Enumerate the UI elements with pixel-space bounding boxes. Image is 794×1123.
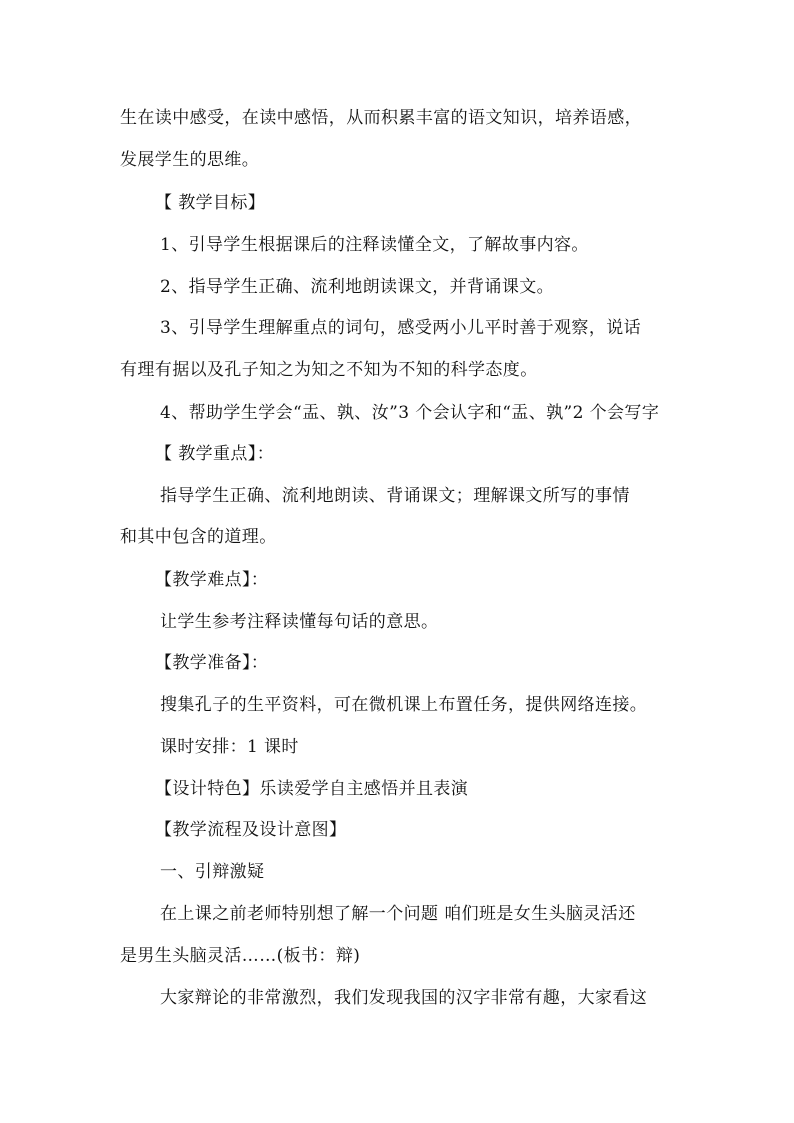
- paragraph-line: 和其中包含的道理。: [120, 527, 277, 547]
- section-heading-difficulties: 【教学难点】：: [155, 570, 269, 590]
- paragraph-line: 大家辩论的非常激烈，我们发现我国的汉字非常有趣，大家看这: [160, 988, 648, 1008]
- paragraph-line: 搜集孔子的生平资料，可在微机课上布置任务，提供网络连接。: [160, 695, 648, 715]
- paragraph-line: 生在读中感受，在读中感悟，从而积累丰富的语文知识，培养语感，: [120, 108, 642, 128]
- section-heading-objectives: 【 教学目标】: [155, 193, 266, 213]
- class-hours: 课时安排：1 课时: [160, 737, 299, 757]
- section-heading-teaching-process: 【教学流程及设计意图】: [155, 820, 347, 840]
- paragraph-line: 让学生参考注释读懂每句话的意思。: [160, 612, 439, 632]
- objective-item-2: 2、指导学生正确、流利地朗读课文，并背诵课文。: [160, 277, 555, 297]
- paragraph-line: 指导学生正确、流利地朗读、背诵课文；理解课文所写的事情: [160, 486, 630, 506]
- subsection-heading: 一、引辩激疑: [160, 862, 265, 882]
- paragraph-line: 在上课之前老师特别想了解一个问题 咱们班是女生头脑灵活还: [160, 904, 636, 924]
- paragraph-line: 发展学生的思维。: [120, 150, 260, 170]
- section-heading-preparation: 【教学准备】：: [155, 653, 269, 673]
- paragraph-line: 有理有据以及孔子知之为知之不知为不知的科学态度。: [120, 360, 538, 380]
- section-heading-key-points: 【 教学重点】：: [155, 444, 275, 464]
- objective-item-3: 3、引导学生理解重点的词句，感受两小儿平时善于观察，说话: [160, 318, 642, 338]
- objective-item-1: 1、引导学生根据课后的注释读懂全文，了解故事内容。: [160, 235, 589, 255]
- section-heading-design-features: 【设计特色】乐读爱学自主感悟并且表演: [155, 779, 469, 799]
- objective-item-4: 4、帮助学生学会“盂、孰、汝”3 个会认字和“盂、孰”2 个会写字: [160, 403, 660, 423]
- paragraph-line: 是男生头脑灵活……(板书：辩): [120, 946, 361, 966]
